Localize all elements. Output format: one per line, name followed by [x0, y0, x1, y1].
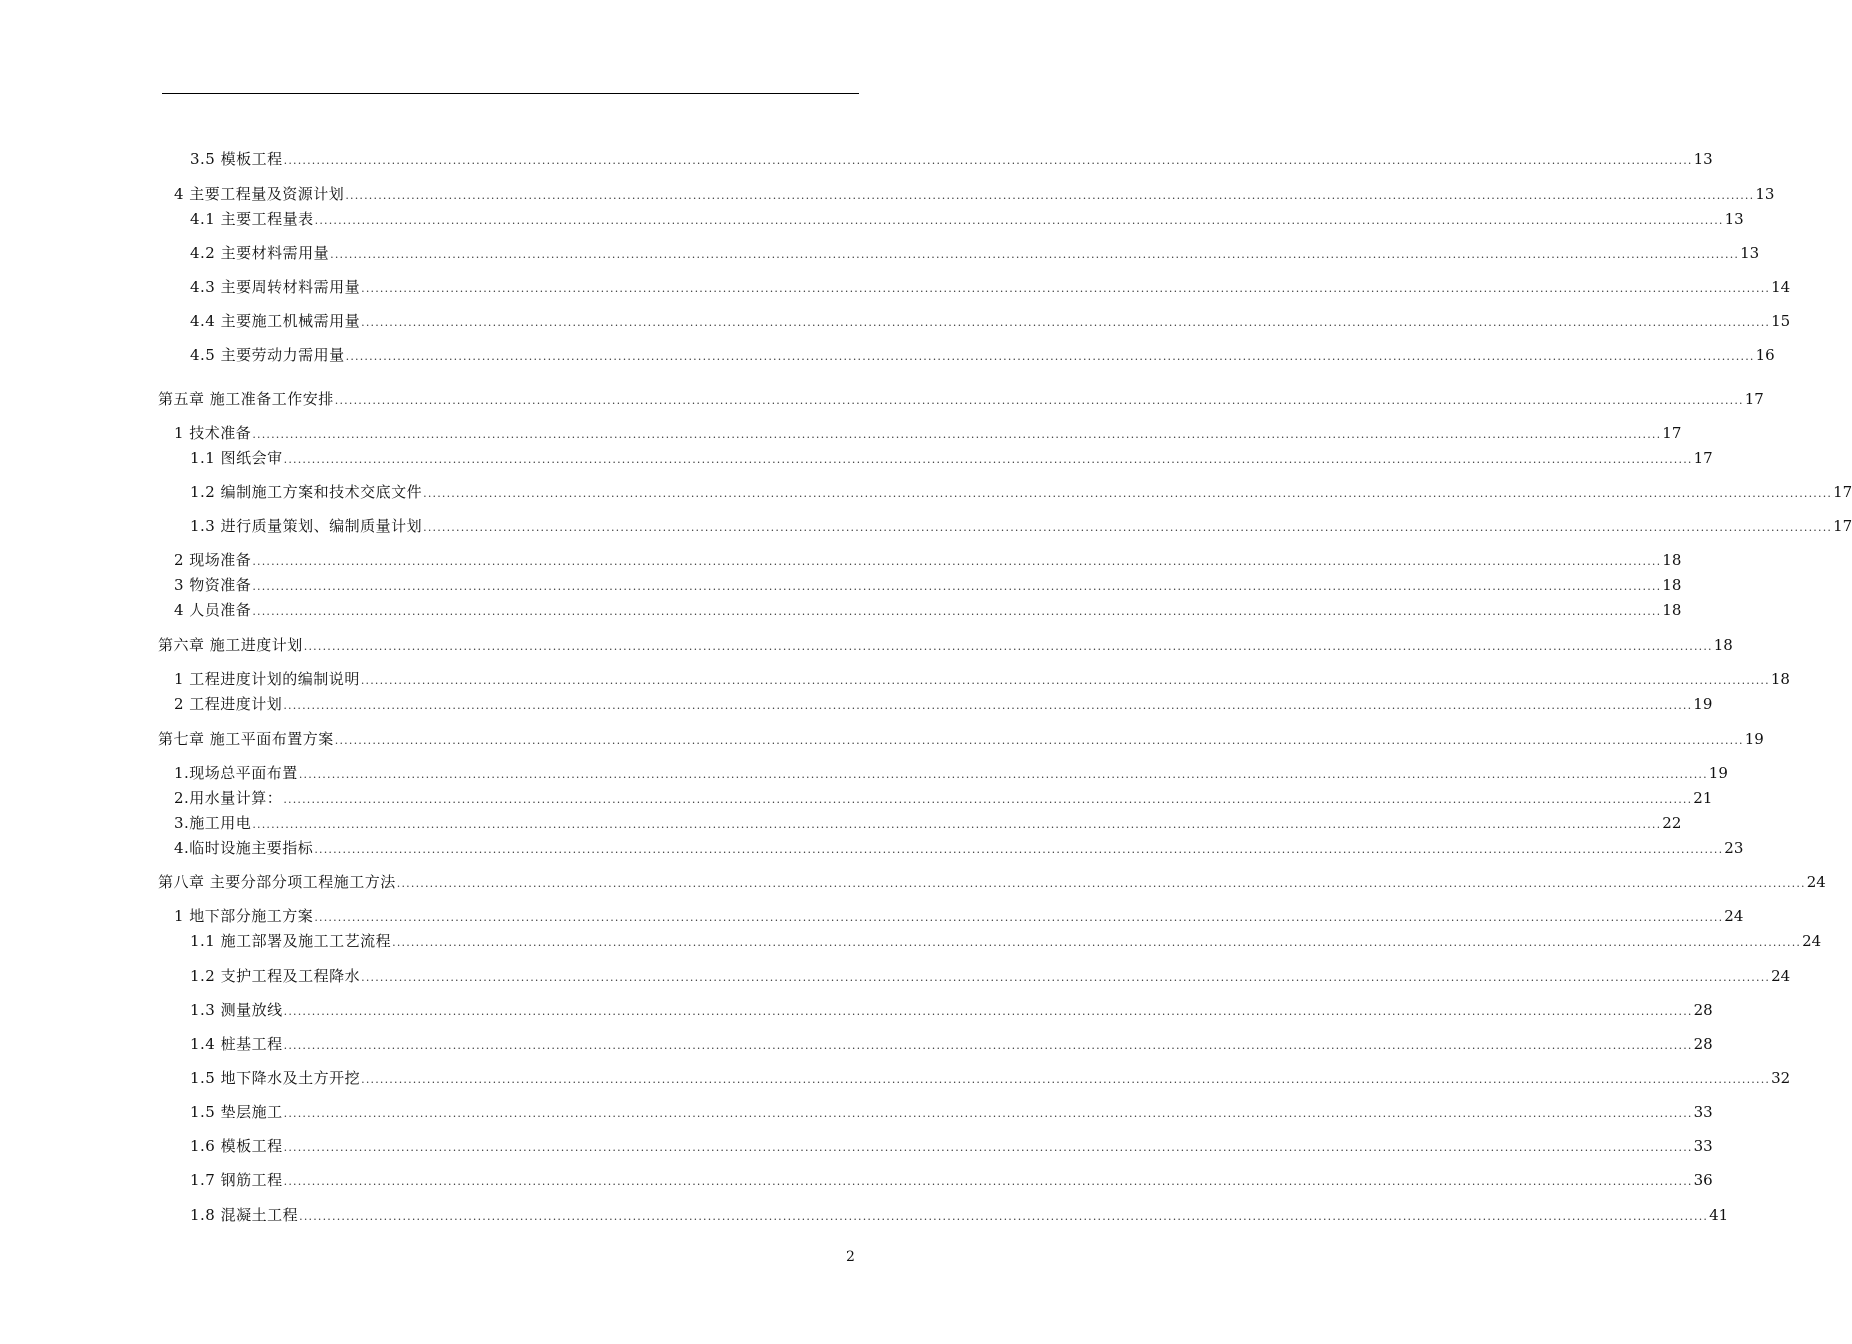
dot-leader: ............................................................................................................................................................................................................................................................................................................ — [299, 1210, 1709, 1223]
toc-entry-label: 1.8 混凝土工程 — [190, 1206, 299, 1224]
toc-entry-label: 4 人员准备 — [174, 601, 252, 619]
toc-entry-label: 1.4 桩基工程 — [190, 1035, 283, 1053]
toc-entry[interactable] — [190, 1035, 1713, 1053]
toc-entry-page: 16 — [1755, 346, 1775, 364]
header-rule — [162, 93, 859, 94]
dot-leader: ............................................................................................................................................................................................................................................................................................................ — [283, 154, 1693, 167]
dot-leader: ............................................................................................................................................................................................................................................................................................................ — [392, 936, 1802, 949]
toc-entry[interactable] — [190, 1171, 1713, 1189]
toc-entry-page: 19 — [1708, 764, 1728, 782]
toc-entry-label: 第七章 施工平面布置方案 — [158, 730, 334, 748]
toc-entry[interactable] — [174, 551, 1682, 569]
dot-leader: ............................................................................................................................................................................................................................................................................................................ — [252, 428, 1662, 441]
toc-entry-label: 3.5 模板工程 — [190, 150, 283, 168]
dot-leader: ............................................................................................................................................................................................................................................................................................................ — [330, 248, 1740, 261]
dot-leader: ............................................................................................................................................................................................................................................................................................................ — [252, 818, 1662, 831]
dot-leader: ............................................................................................................................................................................................................................................................................................................ — [283, 1005, 1693, 1018]
dot-leader: ............................................................................................................................................................................................................................................................................................................ — [283, 1107, 1693, 1120]
toc-entry-page: 21 — [1693, 789, 1713, 807]
toc-entry-label: 1.2 支护工程及工程降水 — [190, 967, 361, 985]
toc-entry-label: 1.3 测量放线 — [190, 1001, 283, 1019]
toc-entry-page: 28 — [1693, 1001, 1713, 1019]
toc-entry-label: 第八章 主要分部分项工程施工方法 — [158, 873, 396, 891]
toc-entry-label: 4.2 主要材料需用量 — [190, 244, 330, 262]
dot-leader: ............................................................................................................................................................................................................................................................................................................ — [345, 189, 1755, 202]
toc-entry[interactable] — [190, 150, 1713, 168]
toc-entry-page: 19 — [1744, 730, 1764, 748]
toc-entry-page: 17 — [1693, 449, 1713, 467]
toc-entry[interactable] — [190, 1069, 1791, 1087]
toc-entry[interactable] — [190, 932, 1822, 950]
toc-entry-label: 4.3 主要周转材料需用量 — [190, 278, 361, 296]
dot-leader: ............................................................................................................................................................................................................................................................................................................ — [361, 1073, 1771, 1086]
toc-entry[interactable] — [158, 873, 1826, 891]
toc-entry[interactable] — [190, 967, 1791, 985]
toc-entry-label: 第六章 施工进度计划 — [158, 636, 303, 654]
toc-entry[interactable] — [174, 601, 1682, 619]
toc-entry-page: 15 — [1771, 312, 1791, 330]
toc-entry-label: 4.临时设施主要指标 — [174, 839, 314, 857]
toc-entry[interactable] — [190, 210, 1744, 228]
dot-leader: ............................................................................................................................................................................................................................................................................................................ — [345, 350, 1755, 363]
toc-entry-label: 4.5 主要劳动力需用量 — [190, 346, 345, 364]
toc-entry[interactable] — [158, 390, 1764, 408]
toc-entry-page: 28 — [1693, 1035, 1713, 1053]
toc-entry[interactable] — [174, 670, 1790, 688]
toc-entry-label: 3.施工用电 — [174, 814, 252, 832]
toc-entry-label: 4.4 主要施工机械需用量 — [190, 312, 361, 330]
toc-entry-page: 18 — [1662, 576, 1682, 594]
dot-leader: ............................................................................................................................................................................................................................................................................................................ — [423, 487, 1833, 500]
toc-entry-page: 33 — [1693, 1137, 1713, 1155]
page-number: 2 — [846, 1249, 855, 1265]
toc-entry[interactable] — [190, 1137, 1713, 1155]
toc-entry-label: 3 物资准备 — [174, 576, 252, 594]
toc-entry-page: 17 — [1662, 424, 1682, 442]
dot-leader: ............................................................................................................................................................................................................................................................................................................ — [252, 605, 1662, 618]
dot-leader: ............................................................................................................................................................................................................................................................................................................ — [283, 1175, 1693, 1188]
toc-entry[interactable] — [174, 424, 1682, 442]
toc-entry-page: 17 — [1833, 483, 1852, 501]
dot-leader: ............................................................................................................................................................................................................................................................................................................ — [252, 555, 1662, 568]
dot-leader: ............................................................................................................................................................................................................................................................................................................ — [283, 793, 1693, 806]
dot-leader: ............................................................................................................................................................................................................................................................................................................ — [361, 282, 1771, 295]
toc-entry[interactable] — [174, 185, 1775, 203]
toc-entry[interactable] — [190, 1103, 1713, 1121]
dot-leader: ............................................................................................................................................................................................................................................................................................................ — [252, 580, 1662, 593]
toc-entry-page: 17 — [1744, 390, 1764, 408]
toc-entry-page: 23 — [1724, 839, 1744, 857]
dot-leader: ............................................................................................................................................................................................................................................................................................................ — [396, 877, 1806, 890]
toc-entry[interactable] — [158, 636, 1733, 654]
toc-entry-label: 第五章 施工准备工作安排 — [158, 390, 334, 408]
toc-entry[interactable] — [174, 839, 1744, 857]
toc-entry[interactable] — [190, 517, 1852, 535]
toc-entry-label: 4 主要工程量及资源计划 — [174, 185, 345, 203]
dot-leader: ............................................................................................................................................................................................................................................................................................................ — [334, 734, 1744, 747]
toc-entry[interactable] — [190, 312, 1791, 330]
toc-entry-page: 24 — [1806, 873, 1826, 891]
toc-entry-page: 33 — [1693, 1103, 1713, 1121]
toc-entry-page: 18 — [1770, 670, 1790, 688]
toc-entry[interactable] — [190, 1206, 1729, 1224]
toc-entry-label: 1.5 地下降水及土方开挖 — [190, 1069, 361, 1087]
toc-entry[interactable] — [190, 346, 1775, 364]
dot-leader: ............................................................................................................................................................................................................................................................................................................ — [298, 768, 1708, 781]
toc-entry-page: 13 — [1740, 244, 1760, 262]
toc-entry-page: 41 — [1709, 1206, 1729, 1224]
toc-entry[interactable] — [158, 730, 1764, 748]
dot-leader: ............................................................................................................................................................................................................................................................................................................ — [283, 1039, 1693, 1052]
toc-entry-label: 1.现场总平面布置 — [174, 764, 298, 782]
dot-leader: ............................................................................................................................................................................................................................................................................................................ — [283, 1141, 1693, 1154]
dot-leader: ............................................................................................................................................................................................................................................................................................................ — [360, 674, 1770, 687]
toc-entry-page: 13 — [1755, 185, 1775, 203]
toc-entry[interactable] — [174, 814, 1682, 832]
toc-entry-page: 14 — [1771, 278, 1791, 296]
toc-entry[interactable] — [190, 244, 1760, 262]
dot-leader: ............................................................................................................................................................................................................................................................................................................ — [314, 911, 1724, 924]
toc-entry-label: 1.3 进行质量策划、编制质量计划 — [190, 517, 423, 535]
toc-entry-page: 13 — [1724, 210, 1744, 228]
toc-entry-page: 18 — [1662, 601, 1682, 619]
toc-entry-page: 18 — [1662, 551, 1682, 569]
dot-leader: ............................................................................................................................................................................................................................................................................................................ — [361, 971, 1771, 984]
toc-entry[interactable] — [190, 278, 1791, 296]
toc-entry-page: 18 — [1713, 636, 1733, 654]
toc-entry-label: 1.2 编制施工方案和技术交底文件 — [190, 483, 423, 501]
dot-leader: ............................................................................................................................................................................................................................................................................................................ — [423, 521, 1833, 534]
toc-entry-page: 17 — [1833, 517, 1852, 535]
toc-entry[interactable] — [190, 449, 1713, 467]
toc-entry-label: 1.7 钢筋工程 — [190, 1171, 283, 1189]
dot-leader: ............................................................................................................................................................................................................................................................................................................ — [334, 394, 1744, 407]
toc-entry-label: 1.6 模板工程 — [190, 1137, 283, 1155]
toc-entry[interactable] — [174, 576, 1682, 594]
toc-entry[interactable] — [190, 483, 1852, 501]
toc-entry-label: 1.1 图纸会审 — [190, 449, 283, 467]
toc-entry[interactable] — [174, 789, 1713, 807]
dot-leader: ............................................................................................................................................................................................................................................................................................................ — [361, 316, 1771, 329]
toc-entry-page: 24 — [1802, 932, 1822, 950]
dot-leader: ............................................................................................................................................................................................................................................................................................................ — [283, 453, 1693, 466]
toc-entry-label: 1.1 施工部署及施工工艺流程 — [190, 932, 392, 950]
toc-entry-page: 32 — [1771, 1069, 1791, 1087]
dot-leader: ............................................................................................................................................................................................................................................................................................................ — [314, 843, 1724, 856]
toc-entry-page: 24 — [1724, 907, 1744, 925]
toc-entry-label: 2.用水量计算： — [174, 789, 283, 807]
toc-entry-page: 22 — [1662, 814, 1682, 832]
toc-entry-page: 19 — [1693, 695, 1713, 713]
toc-entry[interactable] — [174, 907, 1744, 925]
toc-entry[interactable] — [174, 695, 1713, 713]
toc-entry-label: 4.1 主要工程量表 — [190, 210, 314, 228]
toc-entry-label: 2 工程进度计划 — [174, 695, 283, 713]
toc-entry[interactable] — [190, 1001, 1713, 1019]
toc-entry-label: 1 地下部分施工方案 — [174, 907, 314, 925]
toc-entry-page: 24 — [1771, 967, 1791, 985]
toc-entry-page: 36 — [1693, 1171, 1713, 1189]
toc-entry-label: 2 现场准备 — [174, 551, 252, 569]
dot-leader: ............................................................................................................................................................................................................................................................................................................ — [303, 640, 1713, 653]
toc-entry-page: 13 — [1693, 150, 1713, 168]
toc-entry-label: 1.5 垫层施工 — [190, 1103, 283, 1121]
toc-entry-label: 1 工程进度计划的编制说明 — [174, 670, 360, 688]
toc-entry-label: 1 技术准备 — [174, 424, 252, 442]
dot-leader: ............................................................................................................................................................................................................................................................................................................ — [283, 699, 1693, 712]
dot-leader: ............................................................................................................................................................................................................................................................................................................ — [314, 214, 1724, 227]
toc-entry[interactable] — [174, 764, 1728, 782]
